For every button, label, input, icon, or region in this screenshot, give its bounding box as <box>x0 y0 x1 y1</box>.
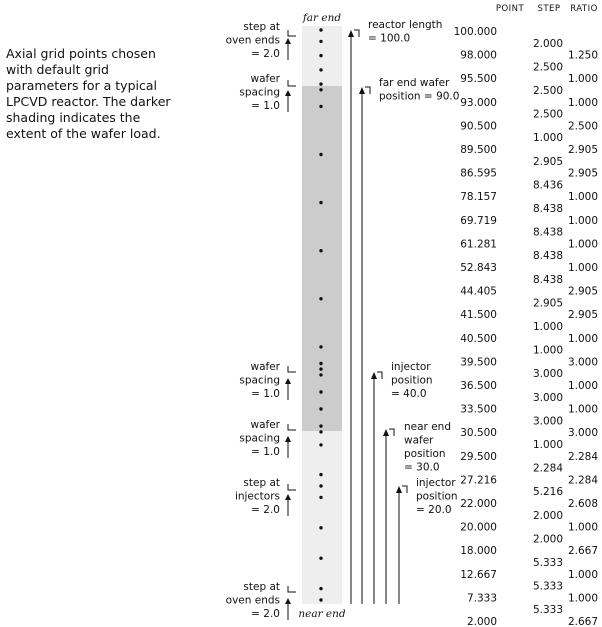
point-value: 33.500 <box>460 403 497 416</box>
grid-point-dot <box>319 54 322 57</box>
far-end-label: far end <box>302 12 342 24</box>
point-value: 36.500 <box>460 380 497 392</box>
point-value: 40.500 <box>460 332 497 345</box>
grid-point-dot <box>319 587 322 590</box>
grid-point-dot <box>319 82 322 85</box>
point-value: 20.000 <box>460 521 497 534</box>
point-value: 78.157 <box>460 191 497 204</box>
grid-point-dot <box>319 430 322 433</box>
point-value: 29.500 <box>460 450 497 463</box>
step-value: 5.333 <box>532 604 564 617</box>
ratio-value: 3.000 <box>567 427 598 440</box>
point-value: 86.595 <box>460 167 497 180</box>
ratio-value: 1.000 <box>567 96 598 109</box>
point-value: 95.500 <box>460 73 497 86</box>
left-annotation-line: oven ends <box>225 34 280 47</box>
near-end-label: near end <box>298 608 346 620</box>
grid-point-dot <box>319 373 322 376</box>
grid-point-dot <box>319 484 322 487</box>
left-annotation-line: = 1.0 <box>251 388 280 400</box>
step-value: 8.438 <box>532 203 564 215</box>
step-value: 3.000 <box>532 415 564 428</box>
table-header-point: POINT <box>495 4 525 14</box>
step-value: 8.438 <box>532 273 564 286</box>
grid-point-dot <box>319 28 322 31</box>
point-value: 93.000 <box>460 96 497 109</box>
ratio-value: 1.000 <box>567 380 598 392</box>
ratio-value: 1.000 <box>567 568 598 581</box>
left-annotation <box>226 581 296 620</box>
left-annotation-line: step at <box>243 21 280 33</box>
step-value: 5.333 <box>532 580 564 593</box>
grid-point-dot <box>319 105 322 108</box>
point-value: 61.281 <box>460 238 497 251</box>
right-annotation-line: = 100.0 <box>368 32 411 45</box>
step-value: 5.333 <box>532 557 564 569</box>
left-annotation-line: step at <box>243 581 280 593</box>
right-annotation <box>396 477 458 604</box>
grid-point-dot <box>319 345 322 348</box>
right-annotation-line: near end <box>404 421 451 433</box>
wafer-load-region <box>302 86 342 431</box>
right-annotation-line: far end wafer <box>379 77 450 89</box>
point-value: 22.000 <box>460 498 497 510</box>
point-value: 30.500 <box>460 427 497 440</box>
point-value: 39.500 <box>460 356 497 369</box>
step-value: 2.500 <box>532 61 564 74</box>
grid-point-dot <box>319 407 322 410</box>
grid-table <box>454 4 599 627</box>
right-annotation-line: wafer <box>404 434 434 447</box>
left-annotation <box>239 361 296 400</box>
step-value: 1.000 <box>532 132 564 145</box>
table-header-step: STEP <box>537 4 561 14</box>
grid-point-dot <box>319 557 322 560</box>
step-value: 5.216 <box>532 486 564 499</box>
left-annotation-line: = 2.0 <box>251 48 280 60</box>
point-value: 69.719 <box>460 214 497 227</box>
point-value: 12.667 <box>460 568 497 581</box>
ratio-value: 1.000 <box>567 403 598 416</box>
point-value: 100.000 <box>453 26 497 38</box>
ratio-value: 2.284 <box>567 450 598 463</box>
step-value: 2.905 <box>532 155 564 168</box>
grid-point-dot <box>319 598 322 601</box>
step-value: 8.438 <box>532 250 564 263</box>
right-annotations <box>348 19 459 604</box>
step-value: 3.000 <box>532 391 564 404</box>
left-annotation-line: = 2.0 <box>251 608 280 620</box>
step-value: 2.284 <box>532 462 564 475</box>
ratio-value: 3.000 <box>567 356 598 369</box>
ratio-value: 2.284 <box>567 474 598 487</box>
step-value: 3.000 <box>532 368 564 381</box>
grid-point-dot <box>319 88 322 91</box>
point-value: 89.500 <box>460 144 497 156</box>
ratio-value: 2.905 <box>567 167 598 180</box>
right-annotation-line: position <box>416 490 458 503</box>
left-annotation-line: wafer <box>250 419 280 431</box>
left-annotation <box>239 419 296 458</box>
left-annotation-line: wafer <box>250 361 280 373</box>
left-annotation-line: = 2.0 <box>251 504 280 516</box>
ratio-value: 2.667 <box>567 545 598 558</box>
ratio-value: 1.000 <box>567 73 598 86</box>
grid-point-dot <box>319 68 322 71</box>
step-value: 8.438 <box>532 226 564 239</box>
right-annotation-line: = 40.0 <box>391 388 427 400</box>
ratio-value: 1.000 <box>567 521 598 534</box>
left-annotation-line: spacing <box>239 86 280 99</box>
ratio-value: 2.608 <box>567 498 598 510</box>
table-header-ratio: RATIO <box>570 4 598 14</box>
step-value: 2.500 <box>532 108 564 121</box>
step-value: 2.500 <box>532 85 564 97</box>
step-value: 1.000 <box>532 344 564 357</box>
left-annotations <box>226 21 296 620</box>
ratio-value: 2.500 <box>567 120 598 133</box>
left-annotation-line: spacing <box>239 374 280 387</box>
grid-point-dot <box>319 424 322 427</box>
ratio-value: 1.000 <box>567 332 598 345</box>
left-annotation-line: = 1.0 <box>251 446 280 458</box>
right-annotation-line: position = 90.0 <box>379 90 460 103</box>
step-value: 1.000 <box>532 439 564 451</box>
left-annotation-line: step at <box>243 477 280 489</box>
grid-point-dot <box>319 201 322 204</box>
ratio-value: 1.000 <box>567 262 598 274</box>
point-value: 18.000 <box>460 545 497 558</box>
right-annotation-line: reactor length <box>368 19 443 31</box>
right-annotation-line: position <box>404 448 446 460</box>
ratio-value: 1.000 <box>567 191 598 204</box>
grid-point-dot <box>319 40 322 43</box>
point-value: 7.333 <box>466 592 497 605</box>
left-annotation <box>235 477 296 516</box>
grid-point-dot <box>319 249 322 252</box>
figure-caption: Axial grid points chosen with default grid parameters for a typical LPCVD reactor. The darker shading indicates the extent of the wafer load. <box>6 46 171 141</box>
left-annotation-line: spacing <box>239 432 280 445</box>
point-value: 41.500 <box>460 309 497 322</box>
grid-point-dot <box>319 367 322 370</box>
left-annotation-line: = 1.0 <box>251 100 280 112</box>
step-value: 1.000 <box>532 321 564 333</box>
ratio-value: 1.000 <box>567 214 598 227</box>
right-annotation-line: position <box>391 374 433 387</box>
ratio-value: 1.250 <box>567 49 598 62</box>
grid-point-dot <box>319 297 322 300</box>
grid-point-dot <box>319 496 322 499</box>
ratio-value: 2.905 <box>567 309 598 322</box>
grid-point-dot <box>319 390 322 393</box>
grid-point-dot <box>319 526 322 529</box>
point-value: 27.216 <box>460 474 497 487</box>
right-annotation-line: injector <box>416 477 456 489</box>
left-annotation <box>226 21 296 60</box>
step-value: 2.905 <box>532 297 564 310</box>
right-annotation-line: = 20.0 <box>416 504 452 516</box>
left-annotation-line: injectors <box>234 490 280 503</box>
grid-point-dot <box>319 443 322 446</box>
ratio-value: 2.667 <box>567 616 598 627</box>
right-annotation-line: = 30.0 <box>404 461 440 474</box>
ratio-value: 2.905 <box>567 285 598 298</box>
left-annotation-line: oven ends <box>225 594 280 607</box>
step-value: 2.000 <box>532 509 564 522</box>
point-value: 2.000 <box>466 616 497 627</box>
left-annotation <box>239 73 296 112</box>
grid-point-dot <box>319 362 322 365</box>
right-annotation-line: injector <box>391 361 431 373</box>
ratio-value: 1.000 <box>567 238 598 251</box>
point-value: 90.500 <box>460 120 497 133</box>
grid-point-dot <box>319 473 322 476</box>
ratio-value: 1.000 <box>567 592 598 605</box>
step-value: 2.000 <box>532 37 564 50</box>
ratio-value: 2.905 <box>567 144 598 156</box>
point-value: 44.405 <box>460 285 497 298</box>
point-value: 52.843 <box>460 262 497 274</box>
grid-point-dot <box>319 153 322 156</box>
step-value: 2.000 <box>532 533 564 546</box>
point-value: 98.000 <box>460 49 497 62</box>
step-value: 8.436 <box>532 179 564 192</box>
left-annotation-line: wafer <box>250 73 280 85</box>
